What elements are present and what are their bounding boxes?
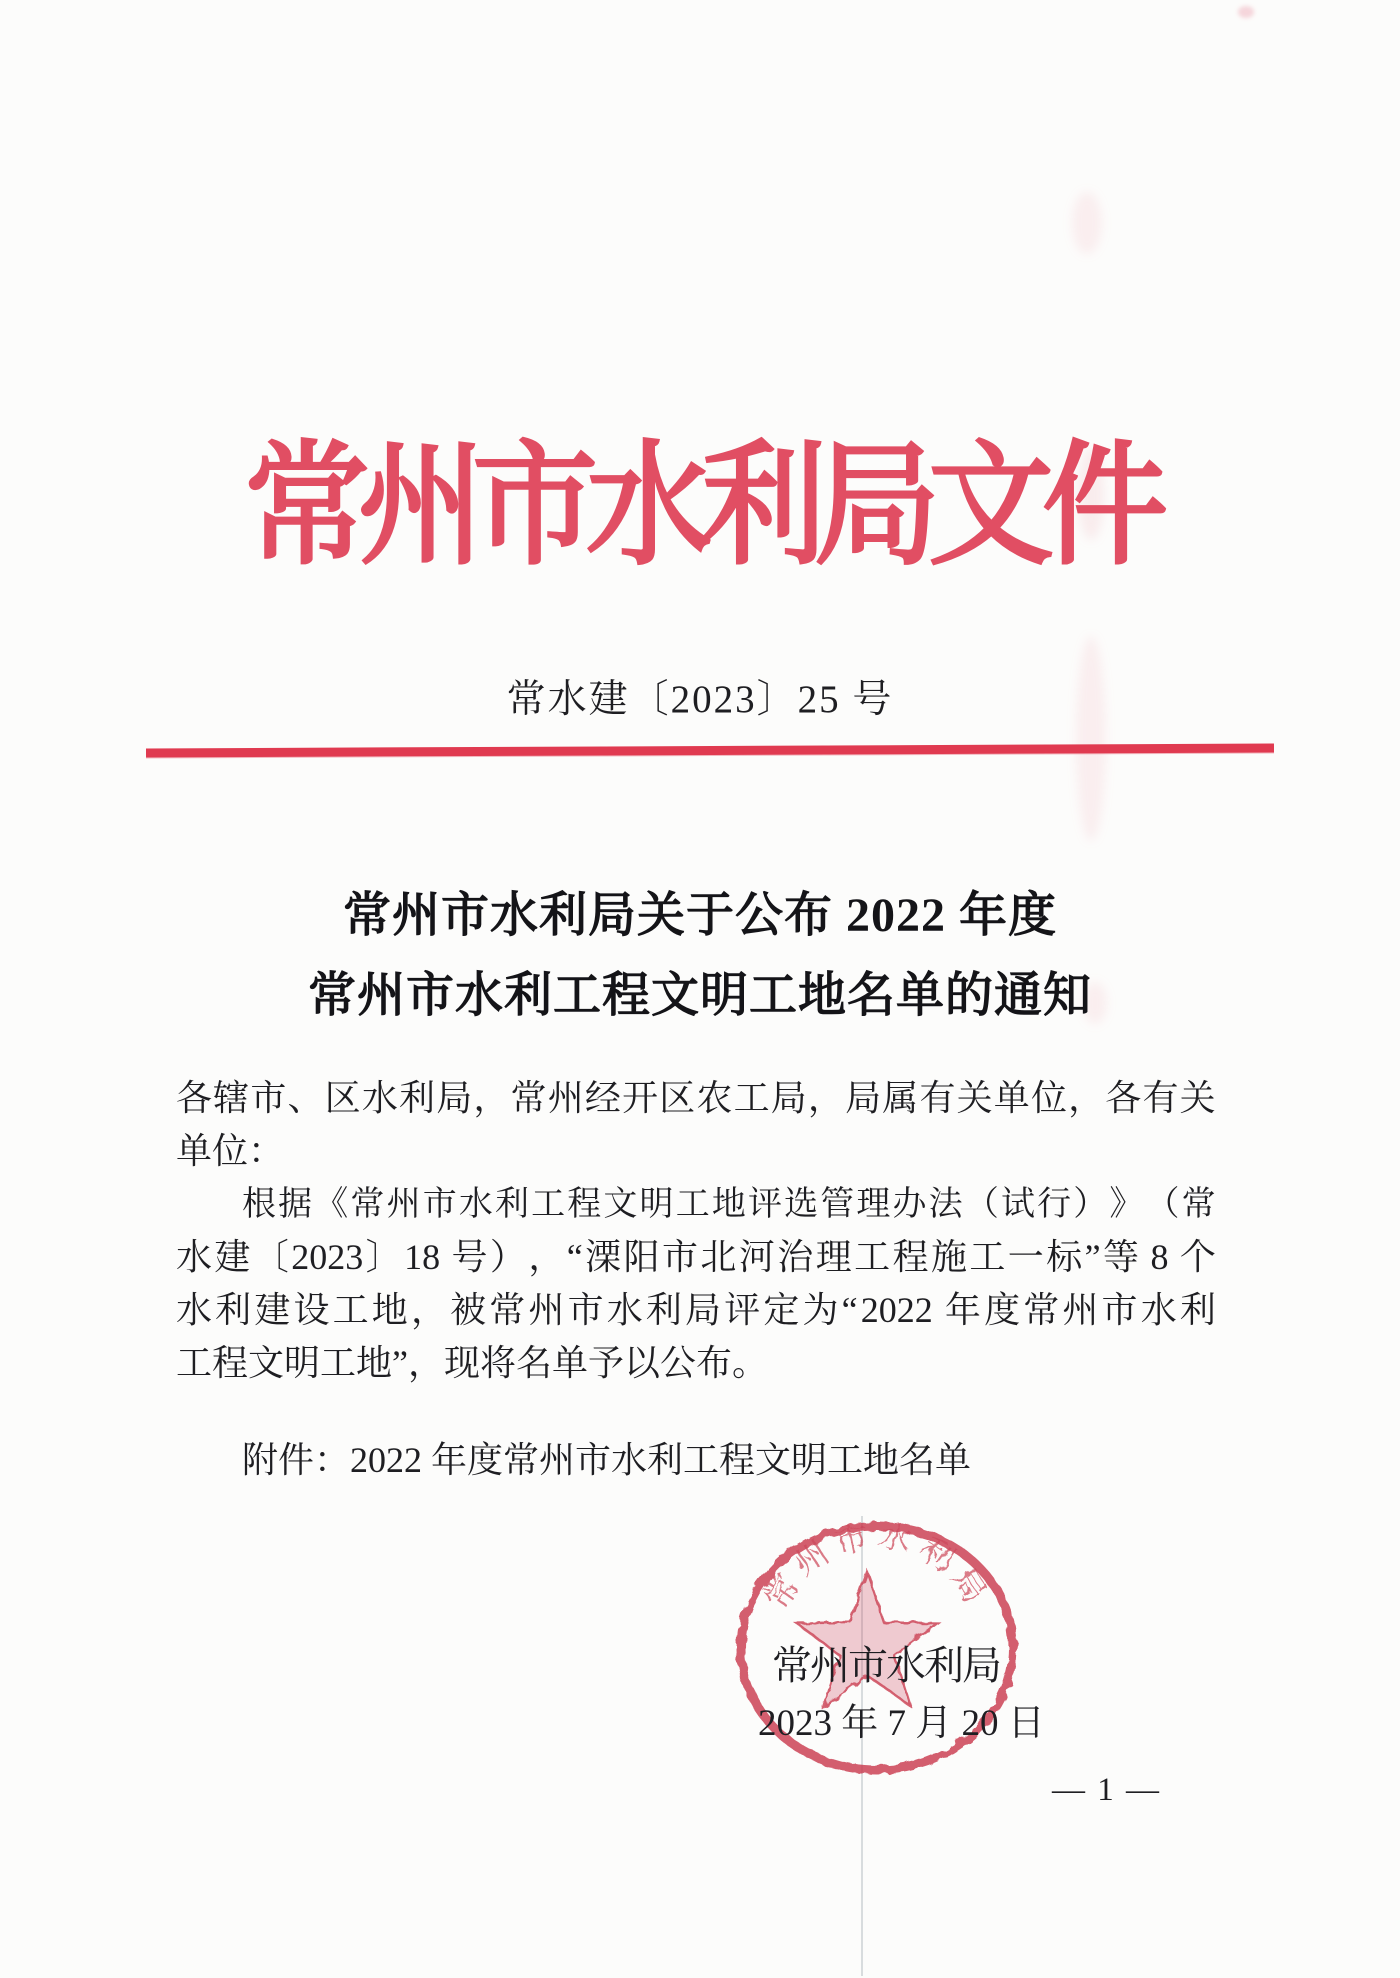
notice-title-line1: 常州市水利局关于公布 2022 年度 <box>342 889 1057 942</box>
notice-title-line2: 常州市水利工程文明工地名单的通知 <box>307 969 1092 1022</box>
document-number: 常水建〔2023〕25 号 <box>506 678 894 721</box>
body-line: 水 建 〔 2023 〕 18 号 ） ， “ 溧 阳 市 北 河 治 理 工 程 施 工 一 标 ” 等 8 个 <box>176 1237 1216 1277</box>
body-line: 根 据 《 常 州 市 水 利 工 程 文 明 工 地 评 选 管 理 办 法 （ 试 行 ） 》 （ 常 <box>242 1186 1216 1223</box>
signature-organization: 常州市水利局 <box>772 1643 1000 1688</box>
body-paragraphs <box>176 1072 1216 1390</box>
red-separator-rule <box>146 744 1274 758</box>
attachment-line: 附件：2022 年度常州市水利工程文明工地名单 <box>242 1440 972 1480</box>
seal-arc-text: 常州市水利局 <box>758 1518 996 1616</box>
body-line: 各 辖 市 、 区 水 利 局 ， 常 州 经 开 区 农 工 局 ， 局 属 有 关 单 位 ， 各 有 关 <box>176 1078 1216 1118</box>
page-number: — 1 — <box>1052 1772 1161 1808</box>
body-line: 工程文明工地”，现将名单予以公布。 <box>176 1343 768 1383</box>
scan-smudge <box>1076 636 1106 841</box>
body-line: 单位： <box>176 1131 285 1171</box>
scan-smudge <box>1238 6 1254 18</box>
signature-date: 2023 年 7 月 20 日 <box>758 1703 1045 1744</box>
scan-smudge <box>1072 192 1102 254</box>
body-line: 水 利 建 设 工 地 ， 被 常 州 市 水 利 局 评 定 为 “ 2022 年 度 常 州 市 水 利 <box>176 1290 1216 1330</box>
agency-letterhead-title: 常州市水利局文件 <box>244 433 1156 583</box>
